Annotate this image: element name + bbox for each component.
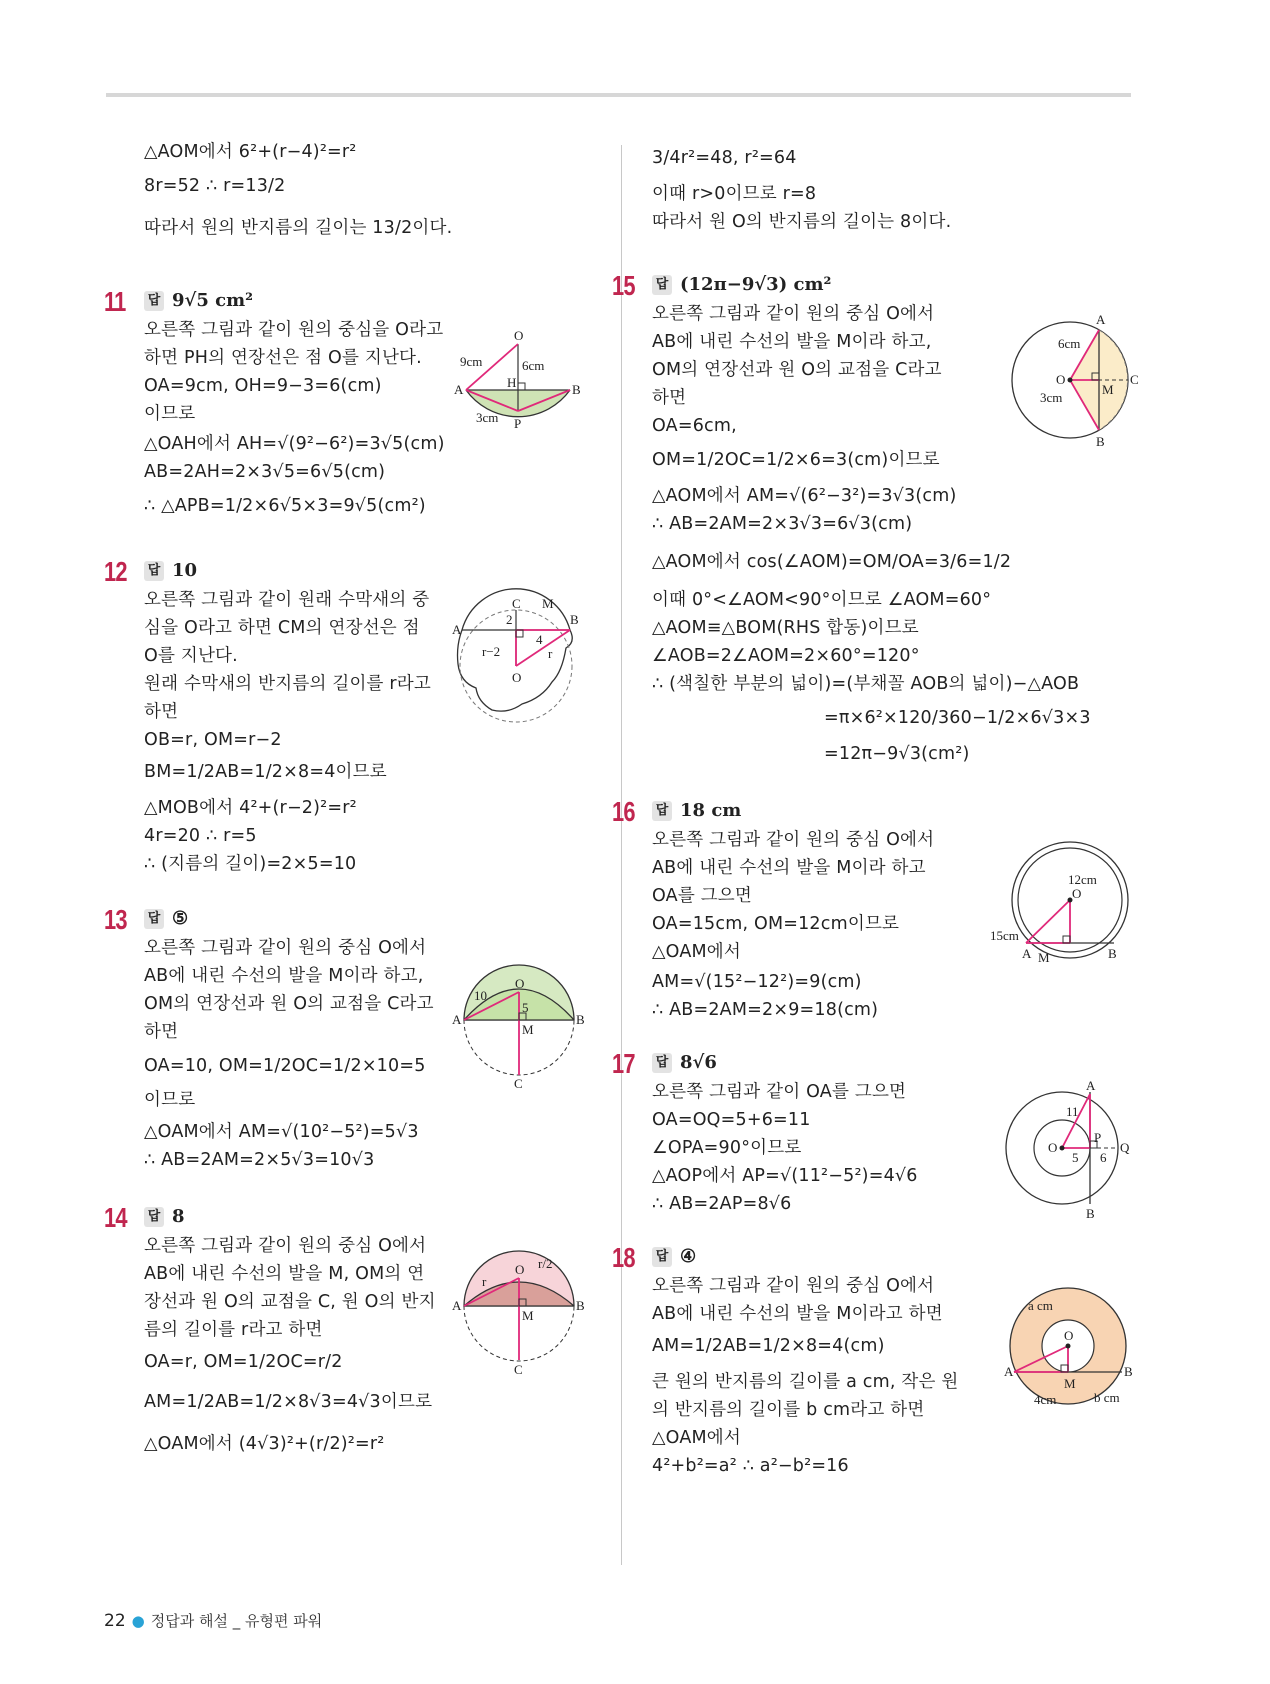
figure-q18 <box>1004 1282 1144 1416</box>
label: 4 <box>536 632 543 647</box>
figure-q17 <box>1004 1078 1144 1221</box>
solution-line: ∴ AB=2AM=2×9=18(cm) <box>652 1000 879 1020</box>
solution-line: AM=1/2AB=1/2×8=4(cm) <box>652 1336 885 1356</box>
label: 2 <box>506 612 513 627</box>
solution-line: △OAM에서 AM=√(10²−5²)=5√3 <box>144 1122 419 1142</box>
solution-line: 하면 PH의 연장선은 점 O를 지난다. <box>144 348 422 368</box>
solution-line: ∴ AB=2AM=2×3√3=6√3(cm) <box>652 514 913 534</box>
solution-line: 이때 0°<∠AOM<90°이므로 ∠AOM=60° <box>652 590 992 610</box>
solution-line: 4r=20 ∴ r=5 <box>144 826 257 846</box>
label: 3cm <box>1040 390 1063 405</box>
label: O <box>512 670 522 685</box>
solution-line: OA=10, OM=1/2OC=1/2×10=5 <box>144 1056 426 1076</box>
solution-line: 오른쪽 그림과 같이 원의 중심 O에서 <box>144 938 427 958</box>
solution-line: 심을 O라고 하면 CM의 연장선은 점 <box>144 618 420 638</box>
label: A <box>452 1012 462 1027</box>
label: B <box>576 1298 585 1313</box>
question-number: 14 <box>104 1202 127 1233</box>
question-number: 18 <box>612 1242 635 1273</box>
answer-value: ④ <box>680 1246 697 1267</box>
solution-line: 의 반지름의 길이를 b cm라고 하면 <box>652 1400 925 1420</box>
solution-line: ∠AOB=2∠AOM=2×60°=120° <box>652 646 920 666</box>
label: A <box>452 622 462 637</box>
label: P <box>514 416 522 431</box>
label: M <box>522 1022 534 1037</box>
label: 6 <box>1100 1150 1107 1165</box>
answer-badge: 답 <box>144 561 164 581</box>
label: M <box>1038 950 1050 965</box>
solution-line: △AOM≡△BOM(RHS 합동)이므로 <box>652 618 919 638</box>
label: B <box>572 382 581 397</box>
label: a cm <box>1028 1298 1053 1313</box>
label: r−2 <box>482 644 501 659</box>
solution-line: AM=1/2AB=1/2×8√3=4√3이므로 <box>144 1392 433 1412</box>
solution-line: 이므로 <box>144 1090 196 1110</box>
answer-value: 18 cm <box>680 800 742 821</box>
solution-line: △OAM에서 (4√3)²+(r/2)²=r² <box>144 1434 385 1454</box>
label: M <box>542 596 554 611</box>
bullet-icon: ● <box>131 1612 145 1630</box>
label: C <box>514 1076 523 1091</box>
solution-line: OM의 연장선과 원 O의 교점을 C라고 <box>652 360 942 380</box>
solution-line: 하면 <box>144 702 179 722</box>
label: O <box>514 328 524 343</box>
answer-value: ⑤ <box>172 908 189 929</box>
solution-line: 오른쪽 그림과 같이 원의 중심을 O라고 <box>144 320 444 340</box>
solution-line: OB=r, OM=r−2 <box>144 730 282 750</box>
solution-line: =π×6²×120/360−1/2×6√3×3 <box>824 708 1091 728</box>
cont-line: 이때 r>0이므로 r=8 <box>652 184 817 204</box>
label: O <box>1064 1328 1074 1343</box>
label: M <box>1102 382 1114 397</box>
answer-line <box>144 1206 185 1227</box>
label: M <box>522 1308 534 1323</box>
answer-badge: 답 <box>144 909 164 929</box>
solution-line: =12π−9√3(cm²) <box>824 744 970 764</box>
cont-line: △AOM에서 6²+(r−4)²=r² <box>144 142 357 162</box>
answer-line <box>144 290 253 311</box>
solution-line: OM=1/2OC=1/2×6=3(cm)이므로 <box>652 450 940 470</box>
solution-line: OA를 그으면 <box>652 886 753 906</box>
question-number: 13 <box>104 904 127 935</box>
answer-line <box>652 1052 717 1073</box>
solution-line: AB에 내린 수선의 발을 M이라 하고, <box>144 966 424 986</box>
solution-line: AM=√(15²−12²)=9(cm) <box>652 972 862 992</box>
label: 4cm <box>1034 1392 1057 1407</box>
label: A <box>1096 312 1106 327</box>
solution-line: △OAH에서 AH=√(9²−6²)=3√5(cm) <box>144 434 445 454</box>
label: O <box>515 1262 525 1277</box>
label: C <box>1130 372 1139 387</box>
answer-line <box>652 274 831 295</box>
label: O <box>1072 886 1082 901</box>
solution-line: ∴ △APB=1/2×6√5×3=9√5(cm²) <box>144 496 426 516</box>
answer-value: 9√5 cm² <box>172 290 254 311</box>
figure-q15 <box>1006 312 1146 456</box>
answer-line <box>652 1246 696 1267</box>
answer-badge: 답 <box>144 1207 164 1227</box>
cont-line: 8r=52 ∴ r=13/2 <box>144 176 286 196</box>
answer-badge: 답 <box>652 1053 672 1073</box>
label: A <box>452 1298 462 1313</box>
solution-line: AB=2AH=2×3√5=6√5(cm) <box>144 462 386 482</box>
figure-q12 <box>452 596 582 726</box>
cont-line: 따라서 원 O의 반지름의 길이는 8이다. <box>652 212 952 232</box>
solution-line: 름의 길이를 r라고 하면 <box>144 1320 323 1340</box>
label: r <box>548 646 553 661</box>
solution-line: 하면 <box>652 388 687 408</box>
label: 9cm <box>460 354 483 369</box>
question-number: 16 <box>612 796 635 827</box>
solution-line: ∴ AB=2AP=8√6 <box>652 1194 792 1214</box>
figure-q11 <box>452 330 582 434</box>
label: B <box>1086 1206 1095 1221</box>
answer-value: 10 <box>172 560 198 581</box>
label: 10 <box>474 988 487 1003</box>
solution-line: 오른쪽 그림과 같이 원의 중심 O에서 <box>652 304 935 324</box>
solution-line: 큰 원의 반지름의 길이를 a cm, 작은 원 <box>652 1372 959 1392</box>
answer-value: 8 <box>172 1206 185 1227</box>
label: r/2 <box>538 1256 553 1271</box>
solution-line: O를 지난다. <box>144 646 238 666</box>
label: 6cm <box>522 358 545 373</box>
solution-line: 오른쪽 그림과 같이 원의 중심 O에서 <box>144 1236 427 1256</box>
solution-line: AB에 내린 수선의 발을 M이라고 하면 <box>652 1304 943 1324</box>
label: b cm <box>1094 1390 1120 1405</box>
cont-line: 따라서 원의 반지름의 길이는 13/2이다. <box>144 218 453 238</box>
solution-line: △OAM에서 <box>652 942 742 962</box>
label: 6cm <box>1058 336 1081 351</box>
answer-badge: 답 <box>144 291 164 311</box>
solution-line: △AOM에서 AM=√(6²−3²)=3√3(cm) <box>652 486 957 506</box>
label: O <box>1048 1140 1058 1155</box>
label: 5 <box>522 1000 529 1015</box>
solution-line: BM=1/2AB=1/2×8=4이므로 <box>144 762 387 782</box>
label: A <box>1086 1078 1096 1093</box>
question-number: 17 <box>612 1048 635 1079</box>
label: 12cm <box>1068 872 1097 887</box>
solution-line: △AOP에서 AP=√(11²−5²)=4√6 <box>652 1166 918 1186</box>
footer-title: 정답과 해설 _ 유형편 파워 <box>150 1612 323 1630</box>
solution-line: 오른쪽 그림과 같이 원의 중심 O에서 <box>652 1276 935 1296</box>
top-rule <box>106 93 1131 97</box>
answer-value: 8√6 <box>680 1052 717 1073</box>
label: 5 <box>1072 1150 1079 1165</box>
label: 15cm <box>990 928 1019 943</box>
figure-q14 <box>452 1242 585 1386</box>
question-number: 11 <box>104 286 126 317</box>
solution-line: △AOM에서 cos(∠AOM)=OM/OA=3/6=1/2 <box>652 552 1012 572</box>
solution-line: ∴ (지름의 길이)=2×5=10 <box>144 854 357 874</box>
solution-line: AB에 내린 수선의 발을 M, OM의 연 <box>144 1264 425 1284</box>
label: A <box>454 382 464 397</box>
solution-line: AB에 내린 수선의 발을 M이라 하고 <box>652 858 926 878</box>
label: 11 <box>1066 1104 1079 1119</box>
figure-q13 <box>452 950 585 1094</box>
figure-q16 <box>990 838 1130 972</box>
solution-line: ∴ (색칠한 부분의 넓이)=(부채꼴 AOB의 넓이)−△AOB <box>652 674 1080 694</box>
solution-line: ∠OPA=90°이므로 <box>652 1138 802 1158</box>
solution-line: 원래 수막새의 반지름의 길이를 r라고 <box>144 674 432 694</box>
answer-badge: 답 <box>652 275 672 295</box>
question-number: 12 <box>104 556 127 587</box>
solution-line: 이므로 <box>144 404 196 424</box>
solution-line: 오른쪽 그림과 같이 OA를 그으면 <box>652 1082 907 1102</box>
label: B <box>1124 1364 1133 1379</box>
page-footer <box>104 1610 322 1631</box>
label: C <box>512 596 521 611</box>
answer-line <box>144 560 197 581</box>
solution-line: ∴ AB=2AM=2×5√3=10√3 <box>144 1150 375 1170</box>
label: B <box>1096 434 1105 449</box>
label: H <box>507 375 517 390</box>
label: 3cm <box>476 410 499 425</box>
label: A <box>1022 946 1032 961</box>
question-number: 15 <box>612 270 635 301</box>
solution-line: 4²+b²=a² ∴ a²−b²=16 <box>652 1456 849 1476</box>
label: M <box>1064 1376 1076 1391</box>
solution-line: OA=15cm, OM=12cm이므로 <box>652 914 900 934</box>
solution-line: 장선과 원 O의 교점을 C, 원 O의 반지 <box>144 1292 436 1312</box>
label: Q <box>1120 1140 1130 1155</box>
solution-line: 오른쪽 그림과 같이 원래 수막새의 중 <box>144 590 430 610</box>
label: C <box>514 1362 523 1377</box>
answer-badge: 답 <box>652 801 672 821</box>
answer-badge: 답 <box>652 1247 672 1267</box>
page-number: 22 <box>104 1611 126 1631</box>
solution-line: OA=r, OM=1/2OC=r/2 <box>144 1352 343 1372</box>
solution-line: OA=9cm, OH=9−3=6(cm) <box>144 376 382 396</box>
solution-line: OA=OQ=5+6=11 <box>652 1110 811 1130</box>
solution-line: AB에 내린 수선의 발을 M이라 하고, <box>652 332 932 352</box>
solution-line: △OAM에서 <box>652 1428 742 1448</box>
solution-line: OM의 연장선과 원 O의 교점을 C라고 <box>144 994 434 1014</box>
solution-line: 하면 <box>144 1022 179 1042</box>
cont-line: 3/4r²=48, r²=64 <box>652 148 797 168</box>
label: O <box>1056 372 1066 387</box>
solution-line: 오른쪽 그림과 같이 원의 중심 O에서 <box>652 830 935 850</box>
label: B <box>570 612 579 627</box>
label: B <box>576 1012 585 1027</box>
column-divider <box>621 145 622 1565</box>
answer-line <box>652 800 741 821</box>
label: O <box>515 976 525 991</box>
label: P <box>1094 1130 1102 1145</box>
answer-value: (12π−9√3) cm² <box>680 274 832 295</box>
solution-line: OA=6cm, <box>652 416 737 436</box>
solution-line: △MOB에서 4²+(r−2)²=r² <box>144 798 357 818</box>
label: r <box>482 1274 487 1289</box>
label: A <box>1004 1364 1014 1379</box>
answer-line <box>144 908 188 929</box>
label: B <box>1108 946 1117 961</box>
